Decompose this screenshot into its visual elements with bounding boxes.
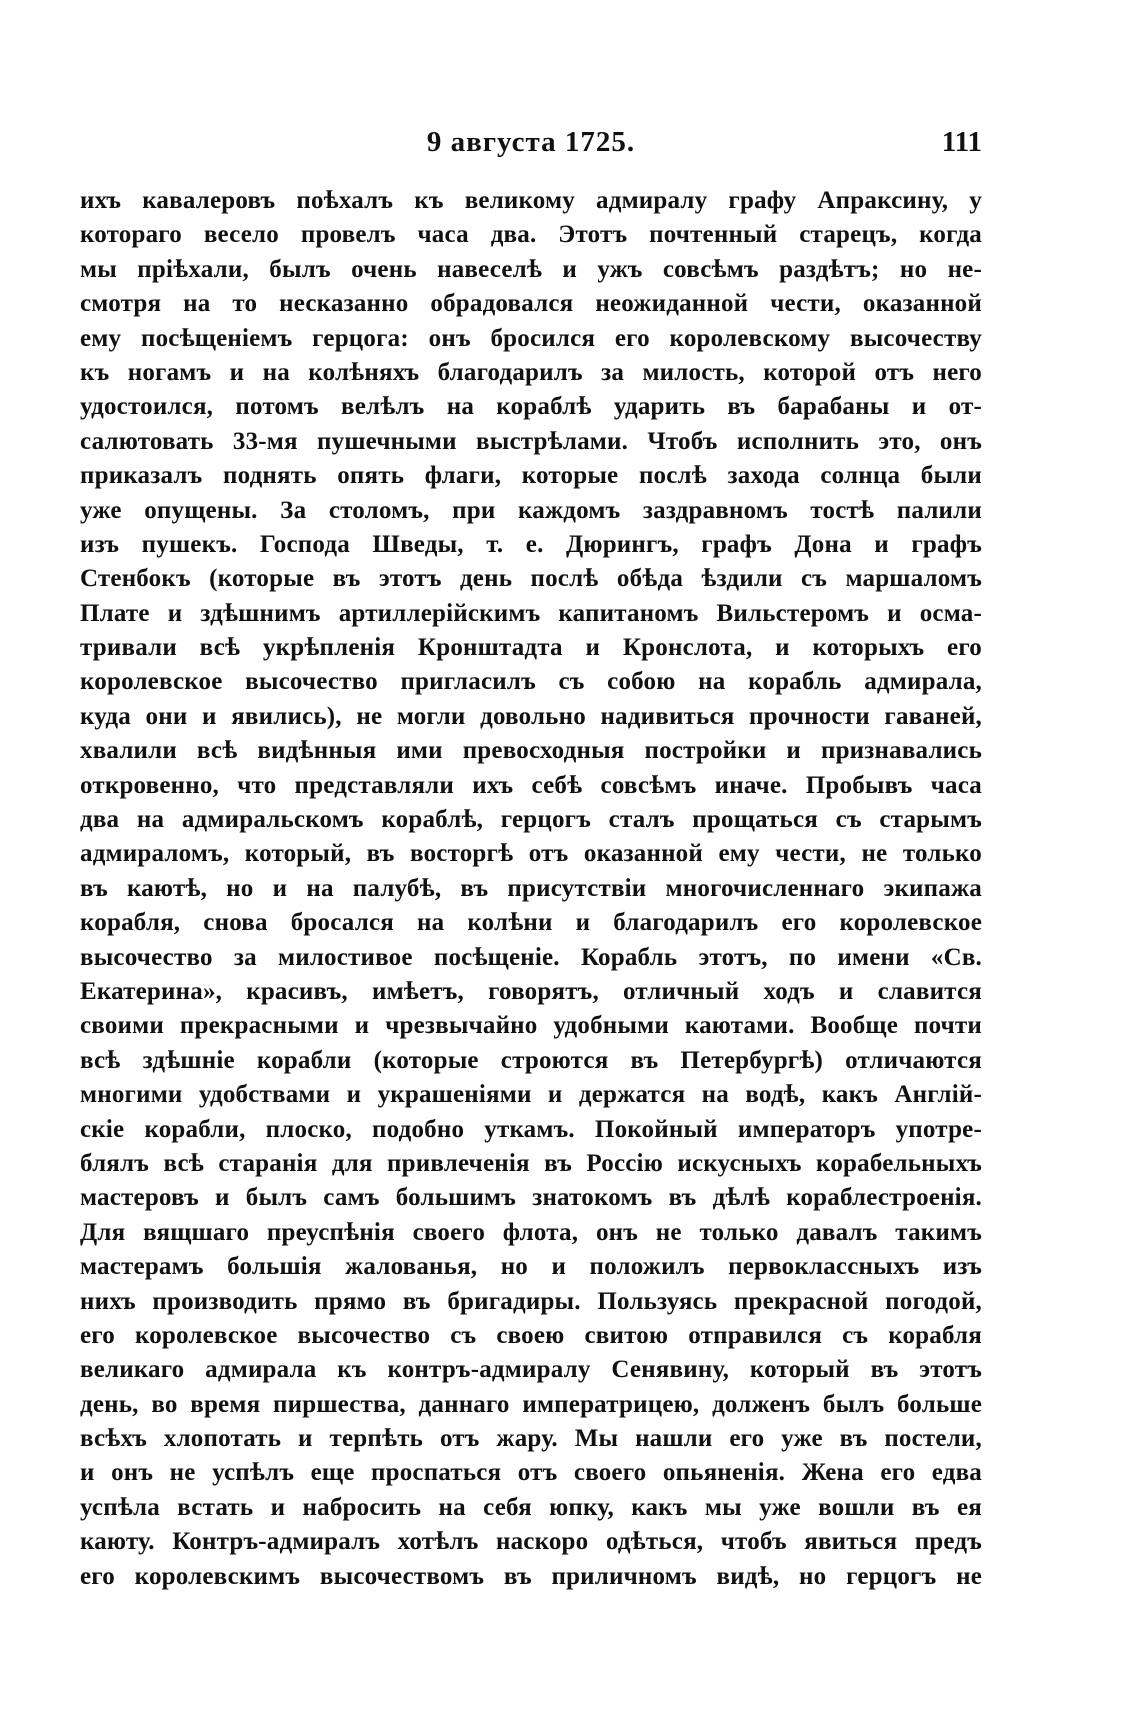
text-line: Стенбокъ (которые въ этотъ день послѣ обѣда ѣздили съ маршаломъ xyxy=(80,565,982,593)
body-text xyxy=(80,184,982,1594)
running-header xyxy=(80,126,982,162)
text-line: своими прекрасными и чрезвычайно удобными каютами. Вообще почти xyxy=(80,1012,982,1040)
text-line: Для вящшаго преуспѣнія своего флота, онъ не только давалъ такимъ xyxy=(80,1218,982,1246)
text-line: котораго весело провелъ часа два. Этотъ почтенный старецъ, когда xyxy=(80,221,982,249)
page-number: 111 xyxy=(941,126,982,158)
text-line: уже опущены. За столомъ, при каждомъ заздравномъ тостѣ палили xyxy=(80,496,982,524)
text-line: хвалили всѣ видѣнныя ими превосходныя постройки и признавались xyxy=(80,737,982,765)
text-line: всѣхъ хлопотать и терпѣть отъ жару. Мы нашли его уже въ постели, xyxy=(80,1425,982,1453)
text-line: каюту. Контръ-адмиралъ хотѣлъ наскоро одѣться, чтобъ явиться предъ xyxy=(80,1528,982,1556)
text-line: королевское высочество пригласилъ съ собою на корабль адмирала, xyxy=(80,668,982,696)
text-line: два на адмиральскомъ кораблѣ, герцогъ сталъ прощаться съ старымъ xyxy=(80,806,982,834)
text-line: нихъ производить прямо въ бригадиры. Пользуясь прекрасной погодой, xyxy=(80,1287,982,1315)
text-line: въ каютѣ, но и на палубѣ, въ присутствіи многочисленнаго экипажа xyxy=(80,874,982,902)
text-line: блялъ всѣ старанія для привлеченія въ Россію искусныхъ корабельныхъ xyxy=(80,1149,982,1177)
text-line: мастерамъ большія жалованья, но и положилъ первоклассныхъ изъ xyxy=(80,1253,982,1281)
text-line: тривали всѣ укрѣпленія Кронштадта и Кронслота, и которыхъ его xyxy=(80,634,982,662)
text-line: его королевскимъ высочествомъ въ приличномъ видѣ, но герцогъ не xyxy=(80,1562,982,1590)
text-line: день, во время пиршества, даннаго императрицею, долженъ былъ больше xyxy=(80,1390,982,1418)
text-line: смотря на то несказанно обрадовался неожиданной чести, оказанной xyxy=(80,290,982,318)
text-line: всѣ здѣшніе корабли (которые строются въ Петербургѣ) отличаются xyxy=(80,1046,982,1074)
text-line: скіе корабли, плоско, подобно уткамъ. Покойный императоръ употре- xyxy=(80,1115,982,1143)
text-line: изъ пушекъ. Господа Шведы, т. е. Дюрингъ, графъ Дона и графъ xyxy=(80,530,982,558)
text-line: адмираломъ, который, въ восторгѣ отъ оказанной ему чести, не только xyxy=(80,840,982,868)
text-line: и онъ не успѣлъ еще проспаться отъ своего опьяненія. Жена его едва xyxy=(80,1459,982,1487)
text-line: его королевское высочество съ своею свитою отправился съ корабля xyxy=(80,1321,982,1349)
text-line: куда они и явились), не могли довольно надивиться прочности гаваней, xyxy=(80,702,982,730)
text-line: многими удобствами и украшеніями и держатся на водѣ, какъ Англій- xyxy=(80,1081,982,1109)
text-line: откровенно, что представляли ихъ себѣ совсѣмъ иначе. Пробывъ часа xyxy=(80,771,982,799)
header-date-title: 9 августа 1725. xyxy=(426,126,636,158)
text-line: къ ногамъ и на колѣняхъ благодарилъ за милость, которой отъ него xyxy=(80,358,982,386)
text-line: Плате и здѣшнимъ артиллерійскимъ капитаномъ Вильстеромъ и осма- xyxy=(80,599,982,627)
text-line: Екатерина», красивъ, имѣетъ, говорятъ, отличный ходъ и славится xyxy=(80,977,982,1005)
text-line: мы пріѣхали, былъ очень навеселѣ и ужъ совсѣмъ раздѣтъ; но не- xyxy=(80,255,982,283)
text-line: корабля, снова бросался на колѣни и благодарилъ его королевское xyxy=(80,909,982,937)
text-line: приказалъ поднять опять флаги, которые послѣ захода солнца были xyxy=(80,462,982,490)
text-line: салютовать 33-мя пушечными выстрѣлами. Чтобъ исполнить это, онъ xyxy=(80,427,982,455)
text-line: успѣла встать и набросить на себя юпку, какъ мы уже вошли въ ея xyxy=(80,1493,982,1521)
text-line: великаго адмирала къ контръ-адмиралу Сенявину, который въ этотъ xyxy=(80,1356,982,1384)
text-line: ему посѣщеніемъ герцога: онъ бросился его королевскому высочеству xyxy=(80,324,982,352)
text-line: ихъ кавалеровъ поѣхалъ къ великому адмиралу графу Апраксину, у xyxy=(80,187,982,214)
text-line: мастеровъ и былъ самъ большимъ знатокомъ въ дѣлѣ кораблестроенія. xyxy=(80,1184,982,1212)
text-line: высочество за милостивое посѣщеніе. Корабль этотъ, по имени «Св. xyxy=(80,943,982,971)
text-line: удостоился, потомъ велѣлъ на кораблѣ ударить въ барабаны и от- xyxy=(80,393,982,421)
